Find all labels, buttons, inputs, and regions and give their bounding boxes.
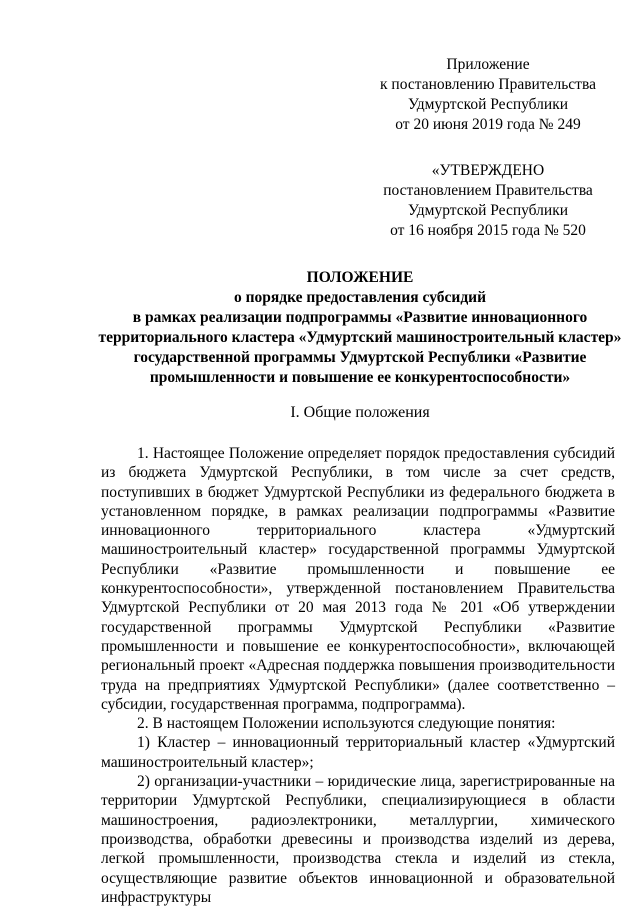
- title-line: в рамках реализации подпрограммы «Развитие инновационного: [132, 309, 588, 326]
- paragraph: 2) организации-участники – юридические лица, зарегистрированные на территории Удмуртской Республики, специализирующиеся в области машиностроения, радиоэлектроники, металлургии, химического производства, обработки древесины и производства изделий из дерева, легкой промышленности, производства стекла и изделий из стекла, осуществляющие развитие объектов инновационной и образовательной инфраструктуры: [101, 773, 615, 906]
- title-line: ПОЛОЖЕНИЕ: [306, 269, 414, 286]
- annex-line: от 20 июня 2019 года № 249: [395, 116, 581, 133]
- approved-line: «УТВЕРЖДЕНО: [431, 162, 545, 179]
- approval-stamp-text: [370, 161, 606, 241]
- approved-line: Удмуртской Республики: [407, 202, 569, 219]
- document-body: [101, 444, 615, 907]
- approved-line: постановлением Правительства: [383, 182, 593, 199]
- annex-line: Удмуртской Республики: [407, 96, 569, 113]
- section-heading: I. Общие положения: [290, 404, 430, 421]
- paragraph: 1) Кластер – инновационный территориальный кластер «Удмуртский машиностроительный кластер»;: [101, 734, 615, 771]
- title-line: промышленности и повышение ее конкурентоспособности»: [149, 369, 571, 386]
- title-line: о порядке предоставления субсидий: [233, 289, 487, 306]
- approved-line: от 16 ноября 2015 года № 520: [390, 222, 586, 239]
- title-line: территориального кластера «Удмуртский машиностроительный кластер»: [98, 329, 622, 346]
- title-line: государственной программы Удмуртской Республики «Развитие: [133, 349, 587, 366]
- document-title: [60, 268, 640, 388]
- annex-line: Приложение: [446, 56, 530, 73]
- paragraph: 1. Настоящее Положение определяет порядок предоставления субсидий из бюджета Удмуртской Республики, в том числе за счет средств, поступивших в бюджет Удмуртской Республики из федерального бюджета в установленном порядке, в рамках реализации подпрограммы «Развитие инновационного территориального кластера «Удмуртский машиностроительный кластер» государственной программы Удмуртской Республики «Развитие промышленности и повышение ее конкурентоспособности», утвержденной постановлением Правительства Удмуртской Республики от 20 мая 2013 года № 201 «Об утверждении государственной программы Удмуртской Республики «Развитие промышленности и повышение ее конкурентоспособности», включающей региональный проект «Адресная поддержка повышения производительности труда на предприятиях Удмуртской Республики» (далее соответственно – субсидии, государственная программа, подпрограмма).: [101, 445, 615, 713]
- annex-line: к постановлению Правительства: [380, 76, 596, 93]
- paragraph: 2. В настоящем Положении используются следующие понятия:: [137, 715, 556, 733]
- annex-header: [370, 55, 606, 135]
